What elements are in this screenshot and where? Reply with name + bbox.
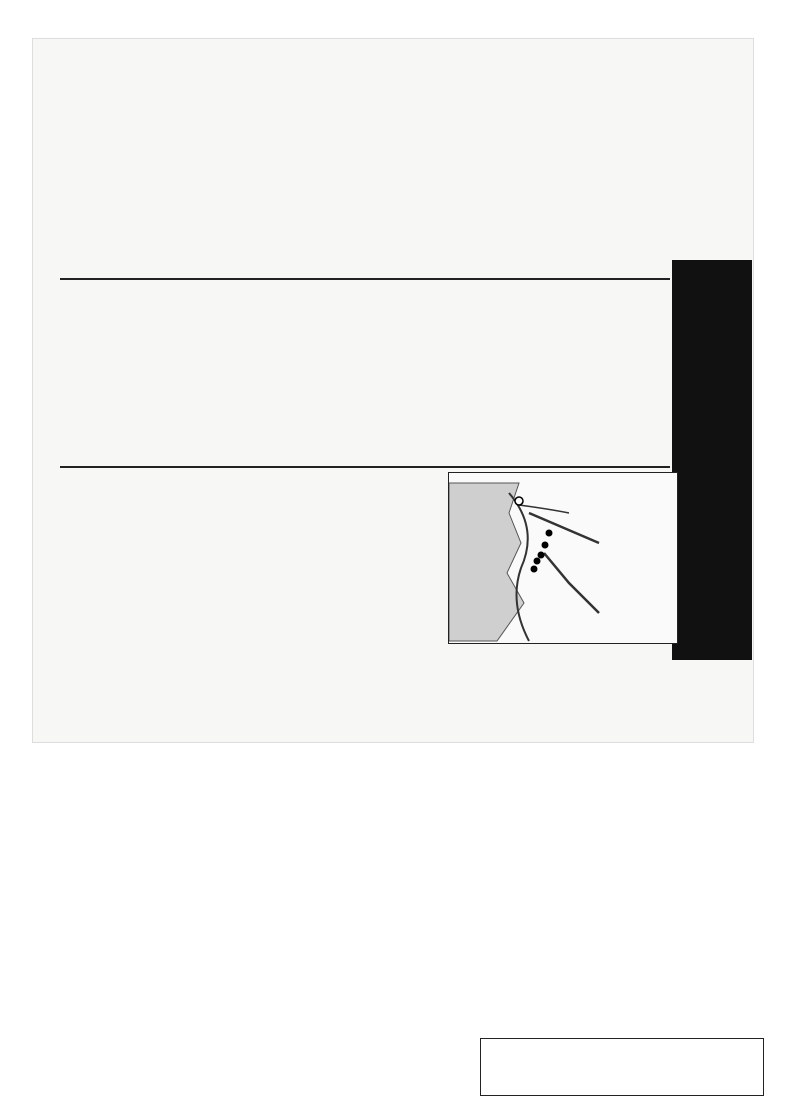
source-credit <box>480 1038 764 1096</box>
body-columns-bottom-right <box>450 648 674 728</box>
fault-map <box>448 472 678 644</box>
headline-rule-bottom <box>60 466 670 468</box>
body-columns-top <box>296 54 668 224</box>
headline-vertical <box>672 260 752 660</box>
headline-main <box>68 226 608 274</box>
body-columns-bottom-left <box>60 472 444 722</box>
headline-rule-top <box>60 278 670 280</box>
map-graphic <box>449 473 677 643</box>
headline-sub <box>66 406 626 468</box>
body-columns-mid <box>80 290 668 402</box>
